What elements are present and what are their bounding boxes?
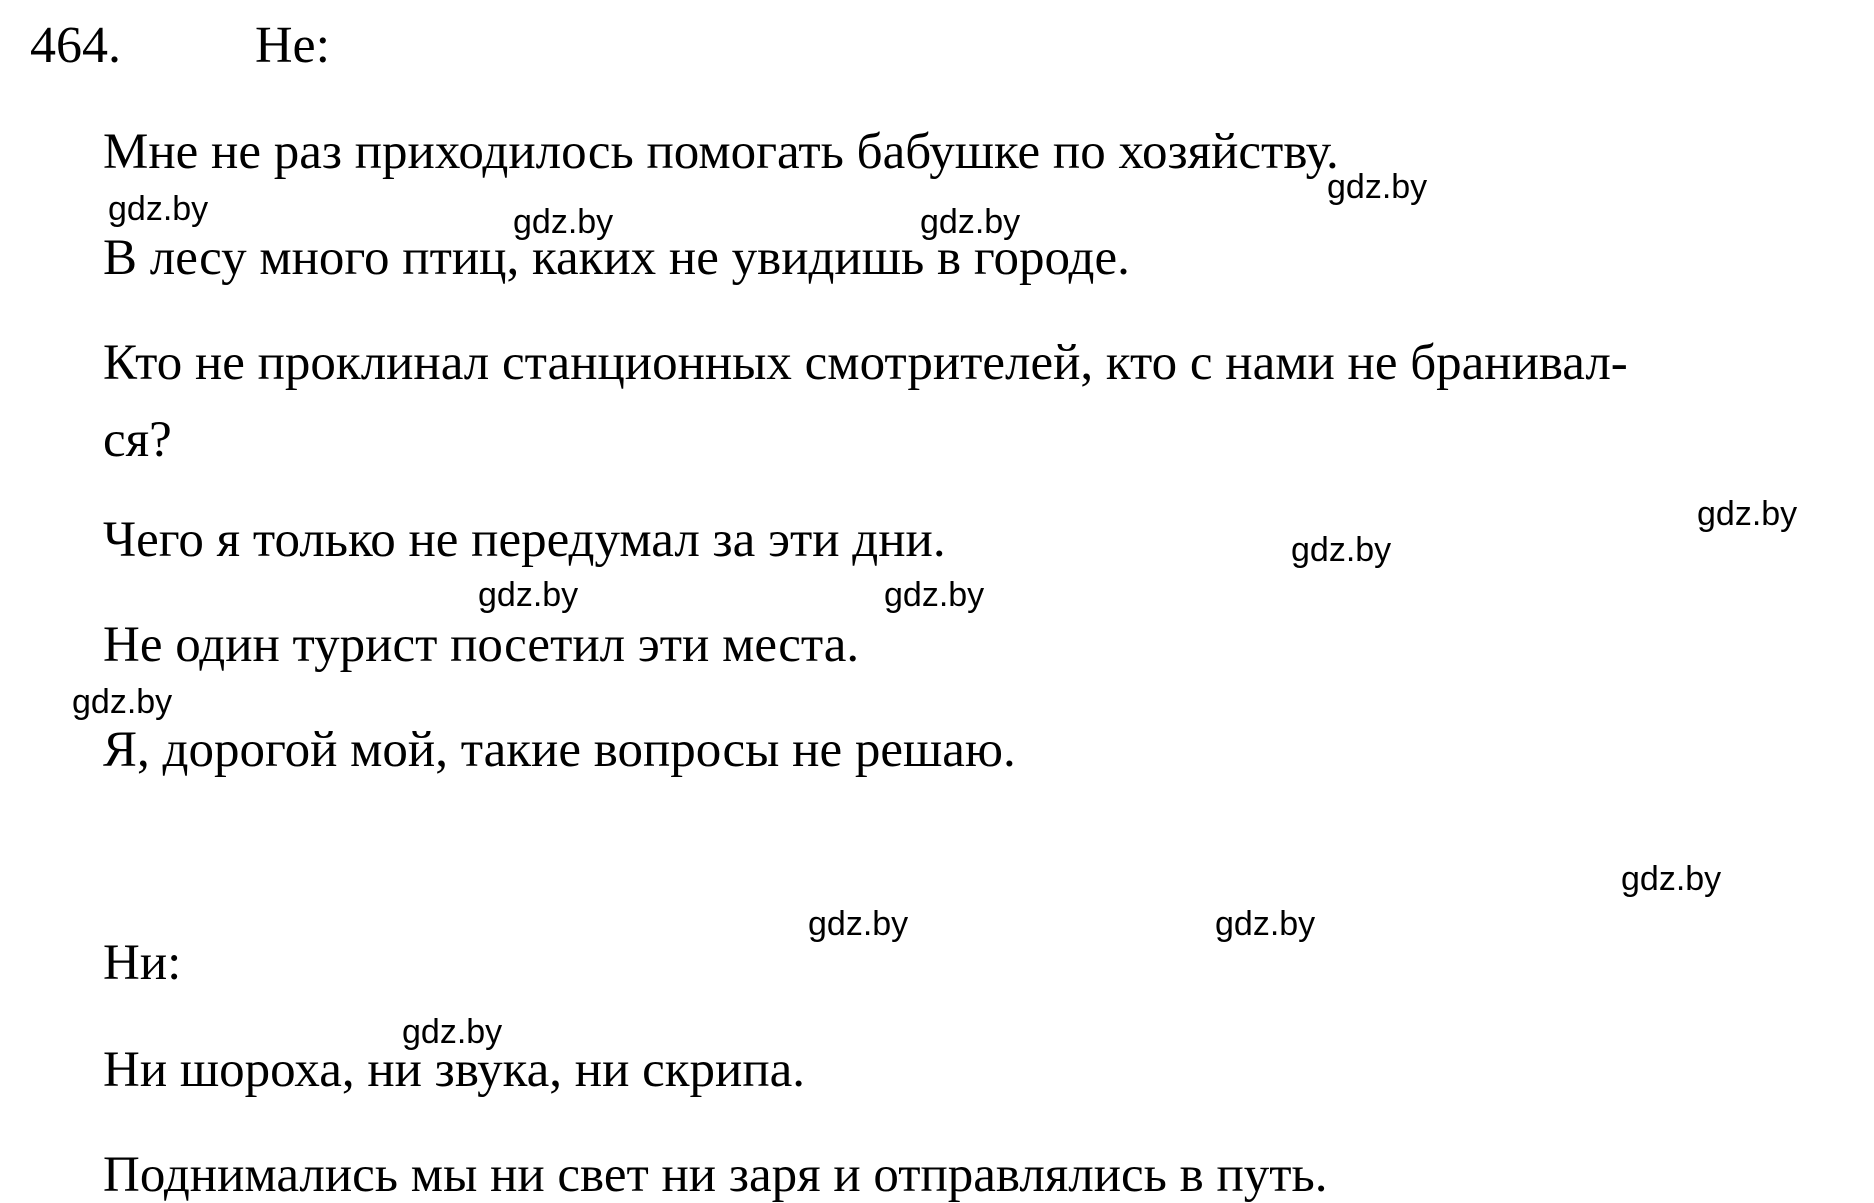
watermark: gdz.by <box>108 190 209 228</box>
exercise-number: 464. <box>30 17 121 74</box>
section-heading-ni: Ни: <box>103 935 182 991</box>
sentence-ne-3: Кто не проклинал станционных смотрителей, кто с нами не бранивал- <box>103 335 1628 391</box>
sentence-ni-2: Поднимались мы ни свет ни заря и отправлялись в путь. <box>103 1147 1328 1203</box>
sentence-ne-6: Я, дорогой мой, такие вопросы не решаю. <box>103 722 1016 778</box>
sentence-ne-1: Мне не раз приходилось помогать бабушке по хозяйству. <box>103 124 1339 180</box>
watermark: gdz.by <box>1697 495 1798 533</box>
watermark: gdz.by <box>1291 531 1392 569</box>
section-heading-ne: Не: <box>255 17 331 74</box>
sentence-ne-4: Чего я только не передумал за эти дни. <box>103 512 946 568</box>
watermark: gdz.by <box>884 576 985 614</box>
watermark: gdz.by <box>72 683 173 721</box>
watermark: gdz.by <box>1327 168 1428 206</box>
watermark: gdz.by <box>808 905 909 943</box>
sentence-ne-3-continuation: ся? <box>103 412 172 468</box>
watermark: gdz.by <box>402 1013 503 1051</box>
watermark: gdz.by <box>1215 905 1316 943</box>
sentence-ni-1: Ни шороха, ни звука, ни скрипа. <box>103 1042 806 1098</box>
watermark: gdz.by <box>513 203 614 241</box>
sentence-ne-5: Не один турист посетил эти места. <box>103 617 860 673</box>
watermark: gdz.by <box>1621 860 1722 898</box>
sentence-ne-2: В лесу много птиц, каких не увидишь в городе. <box>103 230 1130 286</box>
watermark: gdz.by <box>478 576 579 614</box>
watermark: gdz.by <box>920 203 1021 241</box>
